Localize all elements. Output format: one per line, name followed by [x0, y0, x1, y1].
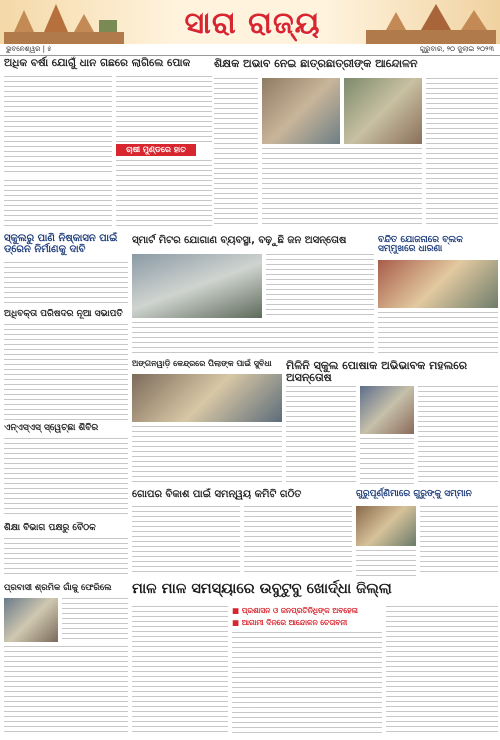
story12-headline: ଶିକ୍ଷା ବିଭାଗ ପକ୍ଷରୁ ବୈଠକ — [4, 523, 96, 533]
story13-body — [62, 598, 128, 642]
story8-headline: ଅଙ୍ଗନୱାଡ଼ି କେନ୍ଦ୍ରରେ ପିଲାଙ୍କ ପାଇଁ ସୁବିଧା — [132, 359, 272, 368]
story8-body — [132, 426, 282, 484]
story13-body-2 — [4, 646, 128, 736]
story1-subhead: ଚାଷୀ ମୁଣ୍ଡରେ ହାତ — [116, 144, 196, 156]
story14-bullet-2: ■ ଆଗାମୀ ଦିନରେ ଆନ୍ଦୋଳନ ଚେତାବନୀ — [232, 618, 348, 627]
story9-headline: ମିଳିନି ସ୍କୁଲ ପୋଷାକ ଅଭିଭାବକ ମହଲରେ ଅସନ୍ତୋଷ — [286, 359, 468, 384]
story9-photo — [360, 386, 414, 434]
story11-body — [420, 506, 498, 576]
story1-body-col3 — [116, 160, 212, 228]
newspaper-title: ସାରା ରାଜ୍ୟ — [184, 5, 321, 41]
story5-body — [378, 312, 498, 356]
story1-body — [4, 76, 112, 176]
story4-photo — [132, 254, 262, 318]
story3-headline: ସ୍କୁଲରୁ ପାଣି ନିଷ୍କାସନ ପାଇଁ ଡ୍ରେନ ନିର୍ମାଣକୁ ଦାବି — [4, 233, 118, 255]
story5-headline: ବନ୍ଦିତ ଯୋଜନାରେ ବ୍ଲକ ସମ୍ମୁଖରେ ଧାରଣା — [378, 235, 463, 255]
story7-body — [4, 438, 128, 518]
story4-headline: ସ୍ମାର୍ଟ ମିଟର ଯୋଗାଣ ବ୍ୟବସ୍ଥା, ବଢ଼ୁଛି ଜନ ଅସନ୍ତୋଷ — [132, 235, 347, 246]
story6-body — [4, 324, 128, 420]
story14-body-3 — [386, 606, 498, 736]
story2-headline: ଶିକ୍ଷକ ଅଭାବ ନେଇ ଛାତ୍ରଛାତ୍ରୀଙ୍କ ଆନ୍ଦୋଳନ — [214, 57, 418, 70]
story1-headline: ଅଧିକ ବର୍ଷା ଯୋଗୁଁ ଧାନ ଗଛରେ ଲାଗିଲେ ପୋକ — [4, 57, 191, 69]
story14-body-2 — [232, 632, 382, 736]
story2-body-col3 — [426, 78, 498, 228]
story9-body — [286, 386, 356, 486]
story2-body-col2 — [262, 148, 422, 228]
info-left: ଭୁବନେଶ୍ୱର | ୫ — [6, 45, 52, 53]
story10-body-2 — [244, 506, 352, 576]
story7-headline: ଏନ୍‌ଏସ୍‌ଏସ୍ ସ୍ୱେଚ୍ଛା ଶିବିର — [4, 423, 99, 433]
story14-bullet-1: ■ ପ୍ରଶାସନ ଓ ଜନପ୍ରତିନିଧିଙ୍କ ଅବହେଳା — [232, 606, 358, 615]
story11-photo — [356, 506, 416, 546]
story2-body — [214, 78, 258, 228]
story9-body-3 — [418, 386, 498, 486]
story3-body — [4, 262, 128, 306]
story4-body-2 — [132, 322, 374, 356]
story14-headline: ମାଳ ମାଳ ସମସ୍ୟାରେ ଉବୁଟୁବୁ ଖୋର୍ଦ୍ଧା ଜିଲ୍ଲା — [132, 581, 392, 597]
story1-body-more — [4, 180, 112, 228]
story11-headline: ଗୁରୁପୂର୍ଣ୍ଣିମାରେ ଗୁରୁଙ୍କୁ ସମ୍ମାନ — [356, 489, 472, 499]
story8-photo — [132, 374, 282, 422]
story14-bullet-2-text: ଆଗାମୀ ଦିନରେ ଆନ୍ଦୋଳନ ଚେତାବନୀ — [241, 618, 348, 627]
story14-body — [132, 606, 228, 736]
story2-photo-2 — [344, 78, 422, 144]
temple-left-icon — [4, 4, 124, 44]
story12-body — [4, 538, 128, 578]
story5-photo — [378, 260, 498, 308]
story13-photo — [4, 598, 58, 642]
story9-body-2 — [360, 438, 414, 486]
story13-headline: ପ୍ରବାସୀ ଶ୍ରମିକ ଗାଁକୁ ଫେରିଲେ — [4, 583, 112, 593]
story2-photo-1 — [262, 78, 340, 144]
story10-body — [132, 506, 240, 576]
story10-headline: ଗୋପର ବିକାଶ ପାଇଁ ସମନ୍ୱୟ କମିଟି ଗଠିତ — [132, 489, 302, 500]
story1-body-col2 — [116, 76, 212, 142]
story14-bullet-1-text: ପ୍ରଶାସନ ଓ ଜନପ୍ରତିନିଧିଙ୍କ ଅବହେଳା — [241, 606, 358, 615]
story6-headline: ଅଧିବକ୍ତା ପରିଷଦର ନୂଆ ସଭାପତି — [4, 309, 123, 319]
story11-body-2 — [356, 550, 416, 576]
temple-right-icon — [366, 4, 496, 44]
info-bar — [0, 44, 500, 56]
story4-body — [266, 254, 374, 318]
info-date: ଗୁରୁବାର, ୨୦ ଜୁଲାଇ ୨୦୨୩ — [419, 45, 494, 53]
